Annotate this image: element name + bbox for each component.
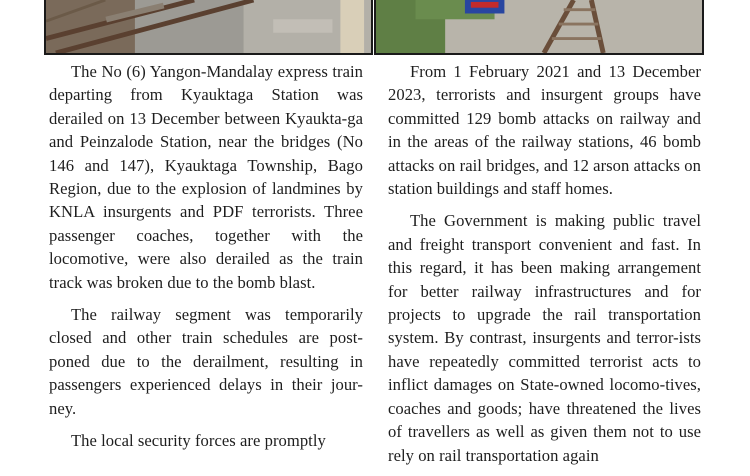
railway-track-photo: [44, 0, 373, 55]
left-article-column: [49, 60, 363, 462]
left-paragraph-2: The railway segment was temporarily closed and other train schedules are post-poned due to the derailment, resulting in passengers experienced delays in their jour-ney.: [49, 305, 363, 418]
left-paragraph-3: The local security forces are promptly: [71, 431, 326, 451]
right-article-column: [388, 60, 701, 476]
derailed-train-photo: [374, 0, 704, 55]
right-paragraph-2: The Government is making public travel and freight transport convenient and fast. In this regard, it has been making arrangement for better railway infrastructures and for projects to upgrade the rail transportation system. By contrast, insurgents and terror-ists have repeatedly committed terrorist acts to inflict damages on State-owned locomo-tives, coaches and goods; have threatened the lives of travellers as well as given them not to use rely on rail transportation again: [388, 211, 701, 465]
derailed-train-image: [376, 0, 702, 53]
left-paragraph-1: The No (6) Yangon-Mandalay express train departing from Kyauktaga Station was derailed on 13 December between Kyaukta-ga and Peinzalode Station, near the bridges (No 146 and 147), Kyauktaga Township, Bago Region, due to the explosion of landmines by KNLA insurgents and PDF terrorists. Three passenger coaches, together with the locomotive, were also derailed as the train track was broken due to the bomb blast.: [49, 62, 363, 292]
railway-track-image: [46, 0, 371, 53]
right-paragraph-1: From 1 February 2021 and 13 December 2023, terrorists and insurgent groups have committed 129 bomb attacks on railway and in the areas of the railway stations, 46 bomb attacks on rail bridges, and 12 arson attacks on station buildings and staff homes.: [388, 62, 701, 199]
